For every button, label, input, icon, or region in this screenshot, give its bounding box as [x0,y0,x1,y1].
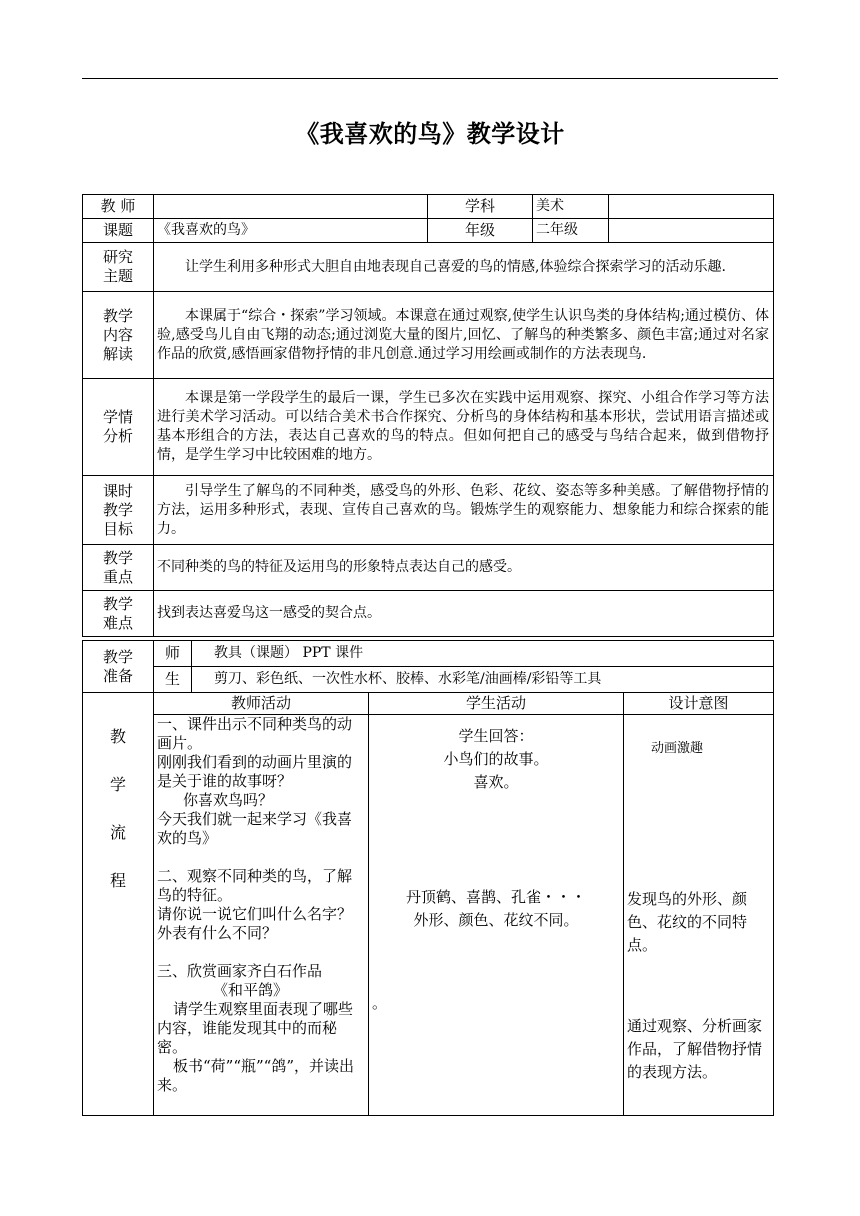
teacher-question-2: 你喜欢鸟吗？ [183,791,274,809]
content-label: 教学内容解读 [83,292,154,379]
teacher-step-3: 三、欣赏画家齐白石作品 [157,962,323,980]
teacher-question-4: 请学生观察里面表现了哪些内容，谁能发现其中的而秘密。 [157,1000,354,1056]
student-answer-4: 外形、颜色、花纹不同。 [413,911,579,929]
teacher-step-2: 二、观察不同种类的鸟，了解鸟的特征。 [157,867,353,904]
design-intent-header: 设计意图 [624,693,774,715]
flow-label-text: 教学流程 [110,727,127,890]
lesson-label: 课题 [83,219,154,243]
intent-2: 发现鸟的外形、颜色、花纹的不同特点。 [627,890,748,954]
student-answer-label: 学生回答： [458,727,534,745]
artwork-title: 《和平鸽》 [213,981,289,999]
teacher-activity-header: 教师活动 [154,693,369,715]
student-answer-2: 喜欢。 [473,773,519,791]
prep-label: 教学准备 [83,641,154,693]
intent-3: 通过观察、分析画家作品，了解借物抒情的表现方法。 [627,1017,763,1081]
difficulty-label: 教学难点 [83,591,154,637]
prep-student-text: 剪刀、彩色纸、一次性水杯、胶棒、水彩笔/油画棒/彩铅等工具 [192,667,774,693]
goal-label: 课时教学目标 [83,476,154,545]
student-answer-3: 丹顶鹤、喜鹊、孔雀・・・ [405,888,586,906]
grade-label: 年级 [428,219,533,243]
header-rule [82,78,778,79]
intent-1: 动画激趣 [651,741,704,756]
grade-value: 二年级 [533,219,609,243]
analysis-text: 本课是第一学段学生的最后一课，学生已多次在实践中运用观察、探究、小组合作学习等方法进行美术学习活动。可以结合美术书合作探究、分析鸟的身体结构和基本形状，尝试用语言描述或基本形组合的方法，表达自己喜欢的鸟的特点。但如何把自己的感受与鸟结合起来，做到借物抒情，是学生学习中比较困难的地方。 [154,379,774,476]
student-answer-5: 。 [372,994,388,1012]
content-text: 本课属于“综合・探索”学习领域。本课意在通过观察,使学生认识鸟类的身体结构;通过模仿、体验,感受鸟儿自由飞翔的动态;通过浏览大量的图片,回忆、了解鸟的种类繁多、颜色丰富;通过对名家作品的欣赏,感悟画家借物抒情的非凡创意.通过学习用绘画或制作的方法表现鸟. [154,292,774,379]
student-answer-1: 小鸟们的故事。 [443,750,549,768]
subject-value: 美术 [533,195,609,219]
teacher-intro: 今天我们就一起来学习《我喜欢的鸟》 [157,810,353,847]
goal-text: 引导学生了解鸟的不同种类，感受鸟的外形、色彩、花纹、姿态等多种美感。了解借物抒情的方法，运用多种形式，表现、宣传自己喜欢的鸟。锻炼学生的观察能力、想象能力和综合探索的能力。 [154,476,774,545]
key-label: 教学重点 [83,545,154,591]
research-text: 让学生利用多种形式大胆自由地表现自己喜爱的鸟的情感,体验综合探索学习的活动乐趣. [154,243,774,292]
teacher-value[interactable] [154,195,428,219]
design-intent-cell [624,715,774,1116]
prep-teacher-text: 教具（课题） PPT 课件 [192,641,774,667]
student-activity-header: 学生活动 [369,693,624,715]
prep-student-label: 生 [154,667,192,693]
teacher-step-1: 一、课件出示不同种类鸟的动画片。 [157,715,353,752]
analysis-label: 学情分析 [83,379,154,476]
subject-extra-cell [609,195,774,219]
document-title: 《我喜欢的鸟》教学设计 [295,120,565,148]
research-label: 研究主题 [83,243,154,292]
teacher-activity-cell [154,715,369,1116]
prep-teacher-label: 师 [154,641,192,667]
student-activity-cell [369,715,624,1116]
key-text: 不同种类的鸟的特征及运用鸟的形象特点表达自己的感受。 [154,545,774,591]
difficulty-text: 找到表达喜爱鸟这一感受的契合点。 [154,591,774,637]
teacher-label: 教 师 [83,195,154,219]
lesson-info-table [82,194,774,637]
lesson-value: 《我喜欢的鸟》 [154,219,428,243]
teaching-flow-table [82,692,774,1116]
flow-label [83,693,154,1116]
subject-label: 学科 [428,195,533,219]
prep-table [82,640,774,693]
teacher-board-note: 板书“荷”“瓶”“鸽”，并读出来。 [157,1057,355,1094]
grade-extra-cell [609,219,774,243]
teacher-question-3: 请你说一说它们叫什么名字？外表有什么不同？ [157,905,353,942]
teacher-question-1: 刚刚我们看到的动画片里演的是关于谁的故事呀？ [157,753,353,790]
